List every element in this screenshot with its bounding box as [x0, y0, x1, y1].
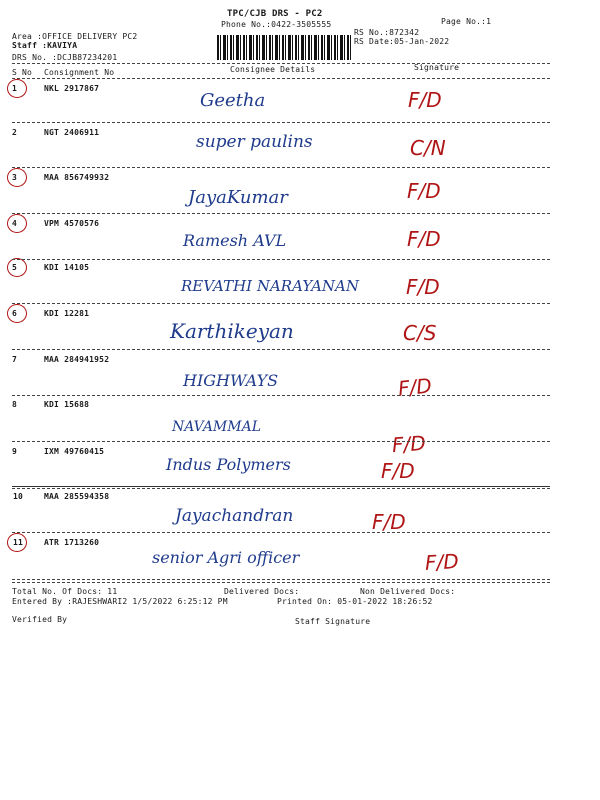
barcode-image	[217, 35, 353, 60]
footer-divider-double	[12, 582, 550, 583]
area-field: Area :OFFICE DELIVERY PC2	[12, 32, 138, 41]
footer-divider-top	[12, 579, 550, 580]
row-consignment-no: VPM 4570576	[44, 219, 100, 228]
header-divider	[12, 63, 550, 64]
row-divider	[12, 213, 550, 214]
row-consignment-no: NKL 2917867	[44, 84, 100, 93]
non-delivered-docs: Non Delivered Docs:	[360, 587, 456, 596]
row-status-signature: F/D	[381, 459, 415, 483]
row-consignment-no: MAA 284941952	[44, 355, 110, 364]
col-consignee: Consignee Details	[230, 65, 316, 74]
row-divider	[12, 303, 550, 304]
delivered-docs: Delivered Docs:	[224, 587, 300, 596]
verified-by: Verified By	[12, 615, 68, 624]
row-divider	[12, 122, 550, 123]
col-consignment: Consignment No	[44, 68, 115, 77]
row-sno: 8	[12, 400, 18, 409]
row-status-signature: F/D	[396, 373, 433, 401]
row-sno: 10	[13, 492, 24, 501]
columns-divider	[12, 78, 550, 79]
row-consignee-handwritten: senior Agri officer	[152, 548, 300, 567]
staff-field: Staff :KAVIYA	[12, 41, 78, 50]
row-consignment-no: MAA 856749932	[44, 173, 110, 182]
row-divider	[12, 486, 550, 487]
row-consignment-no: KDI 14105	[44, 263, 90, 272]
col-sno: S No	[12, 68, 33, 77]
total-docs: Total No. Of Docs: 11	[12, 587, 118, 596]
row-sno: 4	[12, 219, 18, 228]
row-consignee-handwritten: NAVAMMAL	[172, 419, 262, 435]
drs-number: DRS No. :DCJB87234201	[12, 53, 118, 62]
row-consignee-handwritten: Karthikeyan	[170, 319, 294, 343]
row-status-signature: C/N	[410, 136, 446, 160]
row-status-signature: F/D	[408, 88, 442, 112]
row-consignee-handwritten: Indus Polymers	[166, 455, 291, 474]
row-sno: 11	[13, 538, 24, 547]
row-consignee-handwritten: Geetha	[200, 90, 266, 111]
row-status-signature: F/D	[406, 275, 440, 299]
row-consignment-no: MAA 285594358	[44, 492, 110, 501]
row-consignee-handwritten: Jayachandran	[175, 506, 294, 526]
rs-number: RS No.:872342	[354, 28, 420, 37]
entered-by: Entered By :RAJESHWARI2 1/5/2022 6:25:12 PM	[12, 597, 228, 606]
row-divider	[12, 259, 550, 260]
row-consignee-handwritten: REVATHI NARAYANAN	[181, 277, 359, 295]
row-sno: 5	[12, 263, 18, 272]
row-sno: 3	[12, 173, 18, 182]
row-consignee-handwritten: JayaKumar	[188, 187, 288, 208]
row-sno: 9	[12, 447, 18, 456]
phone-number: Phone No.:0422-3505555	[221, 20, 332, 29]
row-status-signature: F/D	[372, 510, 406, 534]
row-divider	[12, 349, 550, 350]
row-divider	[12, 441, 550, 442]
row-divider	[12, 532, 550, 533]
row-consignee-handwritten: Ramesh AVL	[183, 231, 287, 250]
row-consignee-handwritten: HIGHWAYS	[183, 371, 279, 390]
row-sno: 2	[12, 128, 18, 137]
row-consignment-no: ATR 1713260	[44, 538, 100, 547]
page-number: Page No.:1	[441, 17, 492, 26]
row-consignment-no: KDI 15688	[44, 400, 90, 409]
printed-on: Printed On: 05-01-2022 18:26:52	[277, 597, 433, 606]
staff-signature: Staff Signature	[295, 617, 371, 626]
row-status-signature: C/S	[403, 321, 437, 345]
row-sno: 1	[12, 84, 18, 93]
row-consignment-no: KDI 12281	[44, 309, 90, 318]
row-consignment-no: IXM 49760415	[44, 447, 105, 456]
row-status-signature: F/D	[391, 430, 427, 458]
row-status-signature: F/D	[424, 549, 460, 575]
row-divider	[12, 395, 550, 396]
col-signature: Signature	[414, 63, 460, 72]
row-consignment-no: NGT 2406911	[44, 128, 100, 137]
row-sno: 6	[12, 309, 18, 318]
row-divider	[12, 488, 550, 489]
row-sno: 7	[12, 355, 18, 364]
row-divider	[12, 167, 550, 168]
rs-date: RS Date:05-Jan-2022	[354, 37, 450, 46]
row-status-signature: F/D	[407, 227, 441, 251]
document-title: TPC/CJB DRS - PC2	[227, 9, 323, 19]
row-consignee-handwritten: super paulins	[196, 132, 313, 152]
row-status-signature: F/D	[407, 179, 441, 203]
